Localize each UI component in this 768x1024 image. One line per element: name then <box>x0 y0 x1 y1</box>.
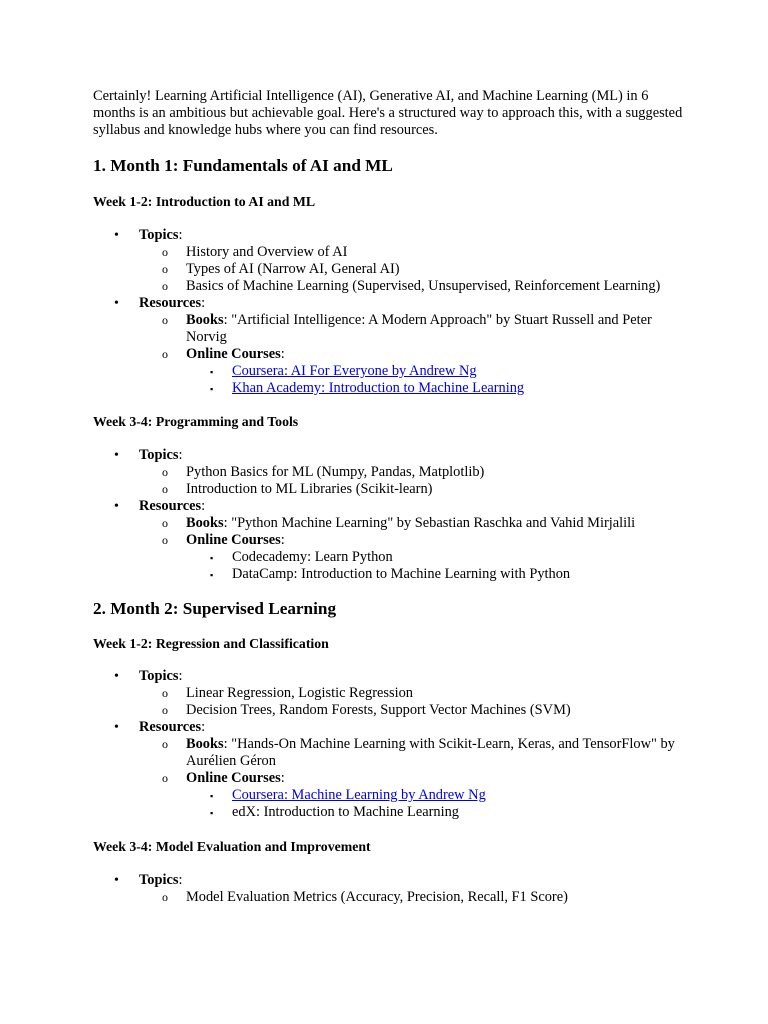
resources-item <box>93 719 683 736</box>
m2-week34-heading: Week 3-4: Model Evaluation and Improvement <box>93 839 371 854</box>
topics-label: Topics <box>139 227 179 243</box>
topic-item <box>93 685 683 702</box>
resources-label: Resources <box>139 498 202 514</box>
m2-week12-list <box>93 668 683 821</box>
coursera-ml-andrew-ng-link[interactable]: Coursera: Machine Learning by Andrew Ng <box>232 787 486 803</box>
topic-text: Python Basics for ML (Numpy, Pandas, Matplotlib) <box>186 464 485 480</box>
topic-item <box>93 702 683 719</box>
books-text: : "Artificial Intelligence: A Modern Approach" by Stuart Russell and Peter Norvig <box>186 312 652 345</box>
topics-label: Topics <box>139 872 179 888</box>
coursera-ai-for-everyone-link[interactable]: Coursera: AI For Everyone by Andrew Ng <box>232 363 477 379</box>
course-item <box>93 380 683 397</box>
bullet-icon: • <box>114 448 119 463</box>
month1-heading: 1. Month 1: Fundamentals of AI and ML <box>93 156 393 175</box>
circle-bullet-icon: o <box>162 703 168 717</box>
circle-bullet-icon: o <box>162 245 168 259</box>
square-bullet-icon: ▪ <box>210 570 214 580</box>
circle-bullet-icon: o <box>162 482 168 496</box>
document-page <box>93 88 683 906</box>
course-text: edX: Introduction to Machine Learning <box>232 804 459 820</box>
m1-week12-list <box>93 227 683 397</box>
bullet-icon: • <box>114 720 119 735</box>
m1-week12-heading: Week 1-2: Introduction to AI and ML <box>93 194 316 209</box>
topic-text: Types of AI (Narrow AI, General AI) <box>186 261 400 277</box>
bullet-icon: • <box>114 499 119 514</box>
books-item <box>93 515 683 532</box>
colon: : <box>201 719 206 735</box>
topics-item <box>93 227 683 244</box>
topic-text: Decision Trees, Random Forests, Support Vector Machines (SVM) <box>186 702 571 718</box>
circle-bullet-icon: o <box>162 465 168 479</box>
topic-text: Model Evaluation Metrics (Accuracy, Precision, Recall, F1 Score) <box>186 889 568 905</box>
topic-text: Basics of Machine Learning (Supervised, Unsupervised, Reinforcement Learning) <box>186 278 661 294</box>
topic-text: Introduction to ML Libraries (Scikit-learn) <box>186 481 433 497</box>
resources-label: Resources <box>139 295 202 311</box>
course-item <box>93 787 683 804</box>
topic-item <box>93 464 683 481</box>
bullet-icon: • <box>114 669 119 684</box>
colon: : <box>280 532 285 548</box>
colon: : <box>178 668 183 684</box>
course-item <box>93 363 683 380</box>
topics-item <box>93 872 683 889</box>
books-text: : "Python Machine Learning" by Sebastian Raschka and Vahid Mirjalili <box>223 515 636 531</box>
month2-heading: 2. Month 2: Supervised Learning <box>93 599 337 618</box>
colon: : <box>280 346 285 362</box>
topics-item <box>93 668 683 685</box>
books-text: : "Hands-On Machine Learning with Scikit-Learn, Keras, and TensorFlow" by Aurélien Géron <box>186 736 675 769</box>
square-bullet-icon: ▪ <box>210 384 214 394</box>
topic-item <box>93 889 683 906</box>
colon: : <box>178 447 183 463</box>
books-label: Books <box>186 736 224 752</box>
resources-item <box>93 498 683 515</box>
courses-item <box>93 532 683 549</box>
bullet-icon: • <box>114 228 119 243</box>
m2-week12-heading: Week 1-2: Regression and Classification <box>93 636 329 651</box>
intro-paragraph: Certainly! Learning Artificial Intelligence (AI), Generative AI, and Machine Learning (ML) in 6 months is an ambitious but achievable goal. Here's a structured way to approach this, with a suggested syllabus and knowledge hubs where you can find resources. <box>93 88 683 138</box>
bullet-icon: • <box>114 873 119 888</box>
m1-week34-heading: Week 3-4: Programming and Tools <box>93 414 299 429</box>
topic-item <box>93 244 683 261</box>
square-bullet-icon: ▪ <box>210 808 214 818</box>
topics-label: Topics <box>139 668 179 684</box>
circle-bullet-icon: o <box>162 262 168 276</box>
books-item <box>93 736 683 770</box>
course-item <box>93 549 683 566</box>
bullet-icon: • <box>114 296 119 311</box>
circle-bullet-icon: o <box>162 686 168 700</box>
resources-item <box>93 295 683 312</box>
colon: : <box>280 770 285 786</box>
square-bullet-icon: ▪ <box>210 791 214 801</box>
topic-text: History and Overview of AI <box>186 244 348 260</box>
courses-label: Online Courses <box>186 346 281 362</box>
circle-bullet-icon: o <box>162 516 168 530</box>
circle-bullet-icon: o <box>162 533 168 547</box>
square-bullet-icon: ▪ <box>210 367 214 377</box>
course-item <box>93 566 683 583</box>
course-item <box>93 804 683 821</box>
course-text: DataCamp: Introduction to Machine Learning with Python <box>232 566 571 582</box>
circle-bullet-icon: o <box>162 890 168 904</box>
books-label: Books <box>186 312 224 328</box>
courses-label: Online Courses <box>186 532 281 548</box>
circle-bullet-icon: o <box>162 737 168 751</box>
topic-item <box>93 481 683 498</box>
courses-item <box>93 346 683 363</box>
circle-bullet-icon: o <box>162 347 168 361</box>
circle-bullet-icon: o <box>162 313 168 327</box>
colon: : <box>178 872 183 888</box>
colon: : <box>201 295 206 311</box>
books-item <box>93 312 683 346</box>
khan-academy-ml-link[interactable]: Khan Academy: Introduction to Machine Learning <box>232 380 525 396</box>
books-label: Books <box>186 515 224 531</box>
m2-week34-list <box>93 872 683 906</box>
resources-label: Resources <box>139 719 202 735</box>
topics-item <box>93 447 683 464</box>
courses-label: Online Courses <box>186 770 281 786</box>
circle-bullet-icon: o <box>162 771 168 785</box>
topics-label: Topics <box>139 447 179 463</box>
topic-item <box>93 261 683 278</box>
square-bullet-icon: ▪ <box>210 553 214 563</box>
topic-text: Linear Regression, Logistic Regression <box>186 685 414 701</box>
colon: : <box>178 227 183 243</box>
m1-week34-list <box>93 447 683 583</box>
topic-item <box>93 278 683 295</box>
circle-bullet-icon: o <box>162 279 168 293</box>
courses-item <box>93 770 683 787</box>
colon: : <box>201 498 206 514</box>
course-text: Codecademy: Learn Python <box>232 549 393 565</box>
